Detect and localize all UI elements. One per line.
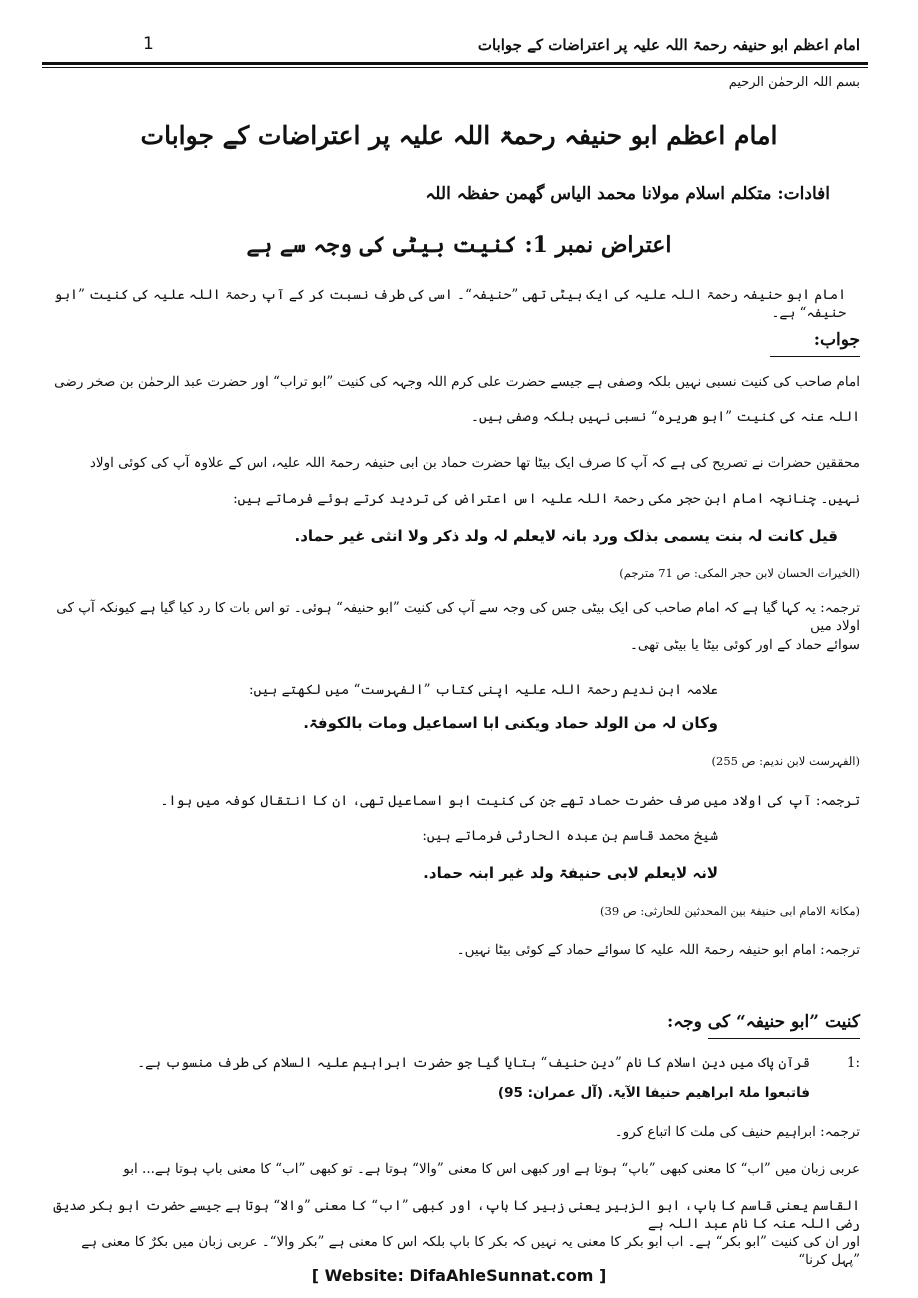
arabic-quote-3: لانہ لایعلم لابی حنیفۃ ولد غیر ابنہ حماد. [423,864,718,882]
header-rule-thin [42,67,868,68]
website-footer: [ Website: DifaAhleSunnat.com ] [311,1266,607,1285]
kunyat-heading: کنیت ”ابو حنیفہ“ کی وجہ: [666,1012,860,1032]
reference-2: (الفہرست لابن ندیم: ص 255) [711,754,860,768]
page-number: 1 [143,34,154,54]
quote-2-intro: علامہ ابن ندیم رحمۃ اللہ علیہ اپنی کتاب ”الفہرست“ میں لکھتے ہیں: [249,682,718,698]
kunyat-heading-underline [708,1038,860,1039]
reason-number-1: 1: [846,1055,860,1071]
answer-p1-line1: امام صاحب کی کنیت نسبی نہیں بلکہ وصفی ہے جیسے حضرت علی کرم اللہ وجہہ کی کنیت ”ابو تراب“ اور حضرت عبد الرحمٰن بن صخر رضی [54,374,860,390]
arabic-quote-1: قیل کانت لہ بنت یسمی بذلک ورد بانہ لایعلم لہ ولد ذکر ولا انثی غیر حماد. [294,527,838,545]
arabic-quote-2: وکان لہ من الولد حماد ویکنی ابا اسماعیل ومات بالکوفۃ. [303,714,718,732]
objection-text: امام ابو حنیفہ رحمۃ اللہ علیہ کی ایک بیٹی تھی ”حنیفہ“۔ اسی کی طرف نسبت کر کے آپ رحمۃ اللہ علیہ کی کنیت ”ابو حنیفہ“ ہے۔ [54,287,846,322]
objection-title: اعتراض نمبر 1: کنیت بیٹی کی وجہ سے ہے [246,232,672,258]
translation-1-line1: ترجمہ: یہ کہا گیا ہے کہ امام صاحب کی ایک بیٹی جس کی وجہ سے آپ کی کنیت ”ابو حنیفہ“ ہوئی۔ تو اس بات کا رد کیا گیا ہے کیونکہ آپ کی اولاد میں [56,600,860,635]
closing-paragraph-line1: عربی زبان میں ”اب“ کا معنی کبھی ”باپ“ ہوتا ہے اور کبھی اس کا معنی ”والا“ ہوتا ہے۔ تو کبھی ”اب“ کا معنی باپ ہوتا ہے... ابو [123,1161,860,1177]
closing-paragraph-line3: اور ان کی کنیت ”ابو بکر“ ہے۔ اب ابو بکر کا معنی یہ نہیں کہ بکر کا باپ بلکہ اس کا معنی ہے ”بکر والا“۔ عربی زبان میں بکرٌ کا معنی ہے ”پہل کرنا“ [81,1234,860,1269]
header-rule-thick [42,62,868,65]
closing-paragraph-line2: القاسم یعنی قاسم کا باپ، ابو الزبیر یعنی زبیر کا باپ، اور کبھی ”اب“ کا معنی ”والا“ ہوتا ہے جیسے حضرت ابو بکر صدیق رضی اللہ عنہ کا نام عبد اللہ ہے [53,1198,860,1233]
quote-3-intro: شیخ محمد قاسم بن عبدہ الحارثی فرماتے ہیں: [422,828,718,844]
reason-1-arabic: فاتبعوا ملۃ ابراھیم حنیفا الآیۃ. (آل عمران: 95) [497,1085,810,1101]
translation-1-line2: سوائے حماد کے اور کوئی بیٹا یا بیٹی تھی۔ [629,637,860,653]
page-title: امام اعظم ابو حنیفہ رحمۃ اللہ علیہ پر اعتراضات کے جوابات [140,121,778,150]
reason-1-text: قرآن پاک میں دین اسلام کا نام ”دین حنیف“ بتایا گیا جو حضرت ابراہیم علیہ السلام کی طرف منسوب ہے۔ [137,1055,810,1071]
bismillah: بسم اللہ الرحمٰن الرحیم [728,75,860,90]
answer-p1-line2: اللہ عنہ کی کنیت ”ابو ھریرہ“ نسبی نہیں بلکہ وصفی ہیں۔ [471,409,860,425]
reason-1-translation: ترجمہ: ابراہیم حنیف کی ملت کا اتباع کرو۔ [614,1124,860,1140]
reference-3: (مکانۃ الامام ابی حنیفۃ بین المحدثین للحارثی: ص 39) [600,904,860,918]
byline: افادات: متکلم اسلام مولانا محمد الیاس گھمن حفظہ اللہ [425,184,830,204]
translation-3: ترجمہ: امام ابو حنیفہ رحمۃ اللہ علیہ کا سوائے حماد کے کوئی بیٹا نہیں۔ [456,942,860,958]
reference-1: (الخیرات الحسان لابن حجر المکی: ص 71 مترجم) [619,566,860,580]
answer-heading: جواب: [813,330,860,350]
running-header-title: امام اعظم ابو حنیفہ رحمۃ اللہ علیہ پر اعتراضات کے جوابات [477,36,860,54]
answer-heading-underline [770,356,860,357]
answer-p2-line2: نہیں۔ چنانچہ امام ابن حجر مکی رحمۃ اللہ علیہ اس اعتراض کی تردید کرتے ہوئے فرماتے ہیں: [233,491,860,507]
answer-p2-line1: محققین حضرات نے تصریح کی ہے کہ آپ کا صرف ایک بیٹا تھا حضرت حماد بن ابی حنیفہ رحمۃ اللہ علیہ، اس کے علاوہ آپ کی کوئی اولاد [89,455,860,471]
translation-2: ترجمہ: آپ کی اولاد میں صرف حضرت حماد تھے جن کی کنیت ابو اسماعیل تھی، ان کا انتقال کوفہ میں ہوا۔ [160,793,860,809]
